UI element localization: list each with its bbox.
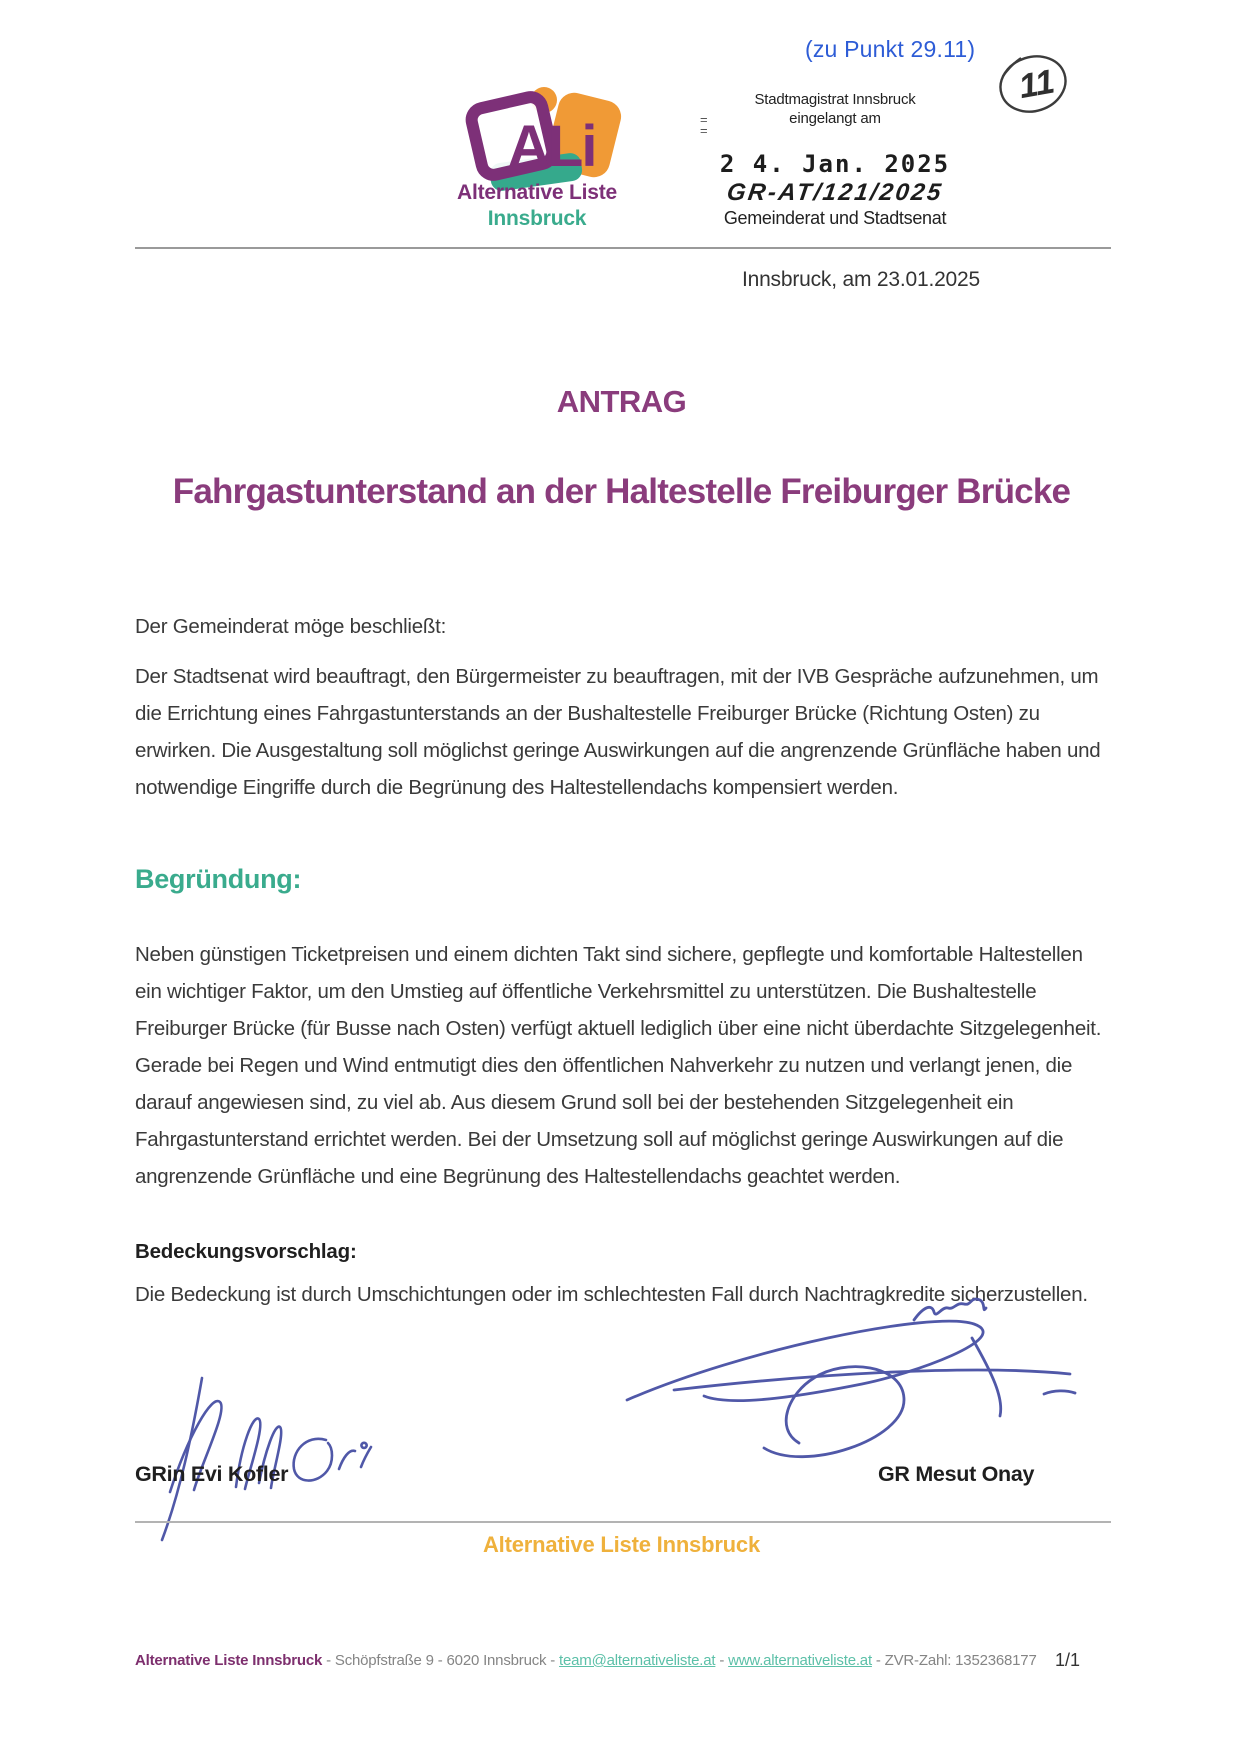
logo-caption (392, 180, 682, 232)
footer-sep3: - (715, 1652, 729, 1669)
footer-sep4: - (871, 1652, 885, 1669)
footer-org: Alternative Liste Innsbruck (135, 1652, 323, 1669)
stamp-reference-handwritten: GR-AT/121/2025 (725, 179, 945, 206)
motion-paragraph: Der Stadtsenat wird beauftragt, den Bürgermeister zu beauftragen, mit der IVB Gespräche aufzunehmen, um die Errichtung eines Fahrgastunterstands an der Bushaltestelle Freiburger Brücke (Richtung Osten) zu erwirken. Die Ausgestaltung soll möglichst geringe Auswirkungen auf die angrenzende Grünfläche haben und notwendige Eingriffe durch die Begrünung des Haltestellendachs kompensiert werden. (135, 665, 1101, 799)
incoming-stamp (690, 90, 980, 229)
footer-sep2: - (546, 1652, 560, 1669)
begruendung-paragraph: Neben günstigen Ticketpreisen und einem dichten Takt sind sichere, gepflegte und komfortable Haltestellen ein wichtiger Faktor, um den Umstieg auf öffentliche Verkehrsmittel zu unterstützen. Die Bushaltestelle Freiburger Brücke (für Busse nach Osten) verfügt aktuell lediglich über eine nicht überdachte Sitzgelegenheit. Gerade bei Regen und Wind entmutigt dies den öffentlichen Nahverkehr zu nutzen und verlangt jenen, die darauf angewiesen sind, zu viel ab. Aus diesem Grund soll bei der bestehenden Sitzgelegenheit ein Fahrgastunterstand errichtet werden. Bei der Umsetzung soll auf möglichst geringe Auswirkungen auf die angrenzende Grünfläche und eine Begrünung des Haltestellendachs geachtet werden. (135, 943, 1102, 1188)
footer-zvr: ZVR-Zahl: 1352368177 (884, 1652, 1037, 1669)
stamp-line2: eingelangt am (789, 110, 881, 127)
stamp-tick-marks: = = (700, 112, 708, 138)
signatory-right-name: GR Mesut Onay (878, 1462, 1035, 1486)
logo-acronym: ALi (508, 114, 596, 179)
bedeckung-heading: Bedeckungsvorschlag: (135, 1240, 357, 1263)
logo-caption-line2: Innsbruck (487, 207, 587, 230)
footer-address: Schöpfstraße 9 - 6020 Innsbruck (334, 1652, 547, 1669)
circled-number-mark (995, 48, 1071, 118)
footer (135, 1652, 1035, 1669)
header-divider (135, 247, 1111, 249)
party-line: Alternative Liste Innsbruck (482, 1532, 760, 1557)
doc-kicker: ANTRAG (556, 384, 687, 419)
stamp-org-line: Gemeinderat und Stadtsenat (723, 208, 947, 228)
page-number: 1/1 (1054, 1650, 1080, 1670)
footer-website-link[interactable]: www.alternativeliste.at (728, 1652, 872, 1669)
signatory-left-name: GRin Evi Kofler (135, 1462, 289, 1486)
dateline: Innsbruck, am 23.01.2025 (741, 268, 980, 291)
bedeckung-text: Die Bedeckung ist durch Umschichtungen oder im schlechtesten Fall durch Nachtragkredite sicherzustellen. (135, 1283, 1088, 1306)
footer-sep1: - (322, 1652, 335, 1669)
footer-divider (135, 1521, 1111, 1523)
stamp-line1: Stadtmagistrat Innsbruck (754, 91, 916, 108)
logo-caption-line1: Alternative Liste (457, 181, 617, 204)
agenda-point-annotation: (zu Punkt 29.11) (805, 36, 976, 62)
signature-evi-kofler (140, 1340, 390, 1550)
intro-line: Der Gemeinderat möge beschließt: (135, 615, 447, 638)
stamp-date: 2 4. Jan. 2025 (719, 150, 951, 178)
begruendung-heading: Begründung: (135, 864, 302, 894)
footer-email-link[interactable]: team@alternativeliste.at (559, 1652, 716, 1669)
doc-title: Fahrgastunterstand an der Haltestelle Freiburger Brücke (172, 472, 1071, 511)
circled-number-text: 11 (1016, 62, 1058, 107)
